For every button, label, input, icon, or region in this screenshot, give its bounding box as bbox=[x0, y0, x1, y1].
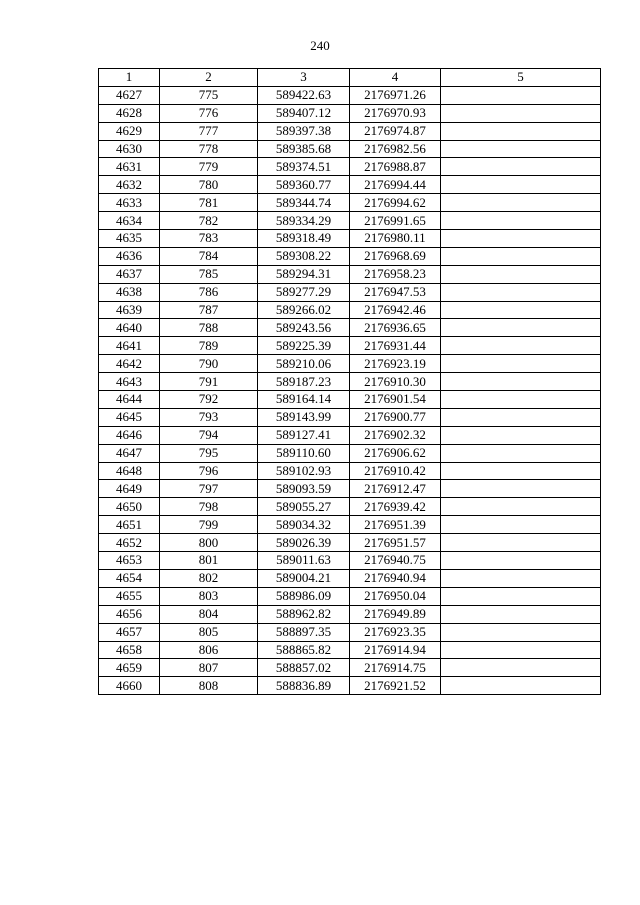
cell-coord-x: 589102.93 bbox=[258, 462, 350, 480]
cell-note bbox=[441, 534, 601, 552]
cell-coord-y: 2176902.32 bbox=[350, 426, 441, 444]
cell-note bbox=[441, 462, 601, 480]
table-row bbox=[99, 569, 601, 587]
cell-point-id: 4644 bbox=[99, 391, 160, 409]
cell-point-id: 4654 bbox=[99, 569, 160, 587]
cell-note bbox=[441, 194, 601, 212]
cell-coord-x: 588986.09 bbox=[258, 587, 350, 605]
cell-point-id: 4638 bbox=[99, 283, 160, 301]
cell-segment-no: 782 bbox=[160, 212, 258, 230]
cell-point-id: 4630 bbox=[99, 140, 160, 158]
cell-point-id: 4651 bbox=[99, 516, 160, 534]
cell-coord-x: 588962.82 bbox=[258, 605, 350, 623]
cell-point-id: 4645 bbox=[99, 408, 160, 426]
coordinates-table bbox=[98, 68, 601, 695]
cell-coord-x: 589127.41 bbox=[258, 426, 350, 444]
cell-note bbox=[441, 373, 601, 391]
table-row bbox=[99, 605, 601, 623]
table-row bbox=[99, 516, 601, 534]
page-number: 240 bbox=[310, 38, 330, 53]
cell-point-id: 4660 bbox=[99, 677, 160, 695]
table-row bbox=[99, 426, 601, 444]
cell-note bbox=[441, 319, 601, 337]
cell-coord-y: 2176994.62 bbox=[350, 194, 441, 212]
table-row bbox=[99, 247, 601, 265]
cell-coord-y: 2176970.93 bbox=[350, 104, 441, 122]
cell-coord-y: 2176991.65 bbox=[350, 212, 441, 230]
cell-coord-y: 2176942.46 bbox=[350, 301, 441, 319]
cell-point-id: 4641 bbox=[99, 337, 160, 355]
cell-coord-x: 588836.89 bbox=[258, 677, 350, 695]
cell-segment-no: 805 bbox=[160, 623, 258, 641]
cell-coord-x: 589164.14 bbox=[258, 391, 350, 409]
cell-point-id: 4649 bbox=[99, 480, 160, 498]
cell-point-id: 4659 bbox=[99, 659, 160, 677]
table-row bbox=[99, 373, 601, 391]
cell-coord-y: 2176914.75 bbox=[350, 659, 441, 677]
cell-point-id: 4628 bbox=[99, 104, 160, 122]
table-row bbox=[99, 176, 601, 194]
cell-segment-no: 780 bbox=[160, 176, 258, 194]
cell-segment-no: 788 bbox=[160, 319, 258, 337]
cell-coord-x: 589093.59 bbox=[258, 480, 350, 498]
table-row bbox=[99, 355, 601, 373]
cell-point-id: 4647 bbox=[99, 444, 160, 462]
cell-segment-no: 789 bbox=[160, 337, 258, 355]
cell-coord-y: 2176921.52 bbox=[350, 677, 441, 695]
table-row bbox=[99, 391, 601, 409]
cell-coord-y: 2176914.94 bbox=[350, 641, 441, 659]
cell-note bbox=[441, 104, 601, 122]
table-row bbox=[99, 587, 601, 605]
cell-coord-y: 2176900.77 bbox=[350, 408, 441, 426]
cell-point-id: 4634 bbox=[99, 212, 160, 230]
cell-coord-x: 589277.29 bbox=[258, 283, 350, 301]
cell-coord-y: 2176939.42 bbox=[350, 498, 441, 516]
header-col-2: 2 bbox=[160, 69, 258, 87]
cell-coord-x: 589422.63 bbox=[258, 86, 350, 104]
cell-note bbox=[441, 408, 601, 426]
table-row bbox=[99, 122, 601, 140]
cell-point-id: 4652 bbox=[99, 534, 160, 552]
cell-note bbox=[441, 587, 601, 605]
cell-coord-y: 2176968.69 bbox=[350, 247, 441, 265]
table-row bbox=[99, 659, 601, 677]
cell-segment-no: 781 bbox=[160, 194, 258, 212]
cell-note bbox=[441, 230, 601, 248]
table-row bbox=[99, 212, 601, 230]
cell-coord-y: 2176994.44 bbox=[350, 176, 441, 194]
cell-coord-x: 589308.22 bbox=[258, 247, 350, 265]
cell-note bbox=[441, 641, 601, 659]
cell-point-id: 4632 bbox=[99, 176, 160, 194]
cell-segment-no: 806 bbox=[160, 641, 258, 659]
header-col-5: 5 bbox=[441, 69, 601, 87]
cell-point-id: 4658 bbox=[99, 641, 160, 659]
cell-segment-no: 783 bbox=[160, 230, 258, 248]
table-row bbox=[99, 265, 601, 283]
cell-segment-no: 775 bbox=[160, 86, 258, 104]
table-row bbox=[99, 534, 601, 552]
cell-coord-y: 2176974.87 bbox=[350, 122, 441, 140]
cell-coord-y: 2176923.19 bbox=[350, 355, 441, 373]
cell-note bbox=[441, 623, 601, 641]
cell-coord-x: 589407.12 bbox=[258, 104, 350, 122]
header-col-3: 3 bbox=[258, 69, 350, 87]
table-row bbox=[99, 552, 601, 570]
cell-coord-x: 589026.39 bbox=[258, 534, 350, 552]
cell-segment-no: 779 bbox=[160, 158, 258, 176]
cell-segment-no: 803 bbox=[160, 587, 258, 605]
cell-point-id: 4655 bbox=[99, 587, 160, 605]
cell-point-id: 4627 bbox=[99, 86, 160, 104]
cell-segment-no: 778 bbox=[160, 140, 258, 158]
cell-segment-no: 808 bbox=[160, 677, 258, 695]
cell-coord-x: 589143.99 bbox=[258, 408, 350, 426]
table-row bbox=[99, 301, 601, 319]
cell-segment-no: 802 bbox=[160, 569, 258, 587]
cell-note bbox=[441, 498, 601, 516]
table-body bbox=[99, 86, 601, 694]
cell-note bbox=[441, 677, 601, 695]
table-row bbox=[99, 623, 601, 641]
cell-segment-no: 795 bbox=[160, 444, 258, 462]
cell-segment-no: 793 bbox=[160, 408, 258, 426]
cell-note bbox=[441, 426, 601, 444]
cell-coord-y: 2176901.54 bbox=[350, 391, 441, 409]
cell-point-id: 4646 bbox=[99, 426, 160, 444]
table-row bbox=[99, 462, 601, 480]
cell-coord-x: 589011.63 bbox=[258, 552, 350, 570]
cell-note bbox=[441, 176, 601, 194]
cell-point-id: 4653 bbox=[99, 552, 160, 570]
cell-segment-no: 804 bbox=[160, 605, 258, 623]
cell-segment-no: 800 bbox=[160, 534, 258, 552]
cell-coord-x: 589210.06 bbox=[258, 355, 350, 373]
cell-segment-no: 786 bbox=[160, 283, 258, 301]
cell-coord-x: 589225.39 bbox=[258, 337, 350, 355]
table-row bbox=[99, 283, 601, 301]
header-row bbox=[99, 69, 601, 87]
cell-note bbox=[441, 444, 601, 462]
cell-note bbox=[441, 212, 601, 230]
cell-note bbox=[441, 391, 601, 409]
cell-coord-x: 589243.56 bbox=[258, 319, 350, 337]
cell-segment-no: 787 bbox=[160, 301, 258, 319]
table-row bbox=[99, 498, 601, 516]
cell-coord-y: 2176971.26 bbox=[350, 86, 441, 104]
cell-coord-y: 2176906.62 bbox=[350, 444, 441, 462]
cell-point-id: 4656 bbox=[99, 605, 160, 623]
cell-coord-x: 589055.27 bbox=[258, 498, 350, 516]
cell-note bbox=[441, 283, 601, 301]
cell-note bbox=[441, 337, 601, 355]
cell-coord-y: 2176947.53 bbox=[350, 283, 441, 301]
cell-note bbox=[441, 659, 601, 677]
cell-coord-x: 589374.51 bbox=[258, 158, 350, 176]
cell-segment-no: 801 bbox=[160, 552, 258, 570]
cell-coord-x: 589334.29 bbox=[258, 212, 350, 230]
header-col-4: 4 bbox=[350, 69, 441, 87]
table-row bbox=[99, 140, 601, 158]
cell-point-id: 4633 bbox=[99, 194, 160, 212]
cell-note bbox=[441, 355, 601, 373]
table-row bbox=[99, 194, 601, 212]
cell-point-id: 4635 bbox=[99, 230, 160, 248]
cell-coord-y: 2176936.65 bbox=[350, 319, 441, 337]
cell-coord-y: 2176950.04 bbox=[350, 587, 441, 605]
cell-note bbox=[441, 140, 601, 158]
cell-coord-y: 2176982.56 bbox=[350, 140, 441, 158]
cell-coord-x: 589318.49 bbox=[258, 230, 350, 248]
cell-coord-y: 2176923.35 bbox=[350, 623, 441, 641]
cell-point-id: 4637 bbox=[99, 265, 160, 283]
cell-coord-y: 2176912.47 bbox=[350, 480, 441, 498]
cell-coord-y: 2176951.57 bbox=[350, 534, 441, 552]
cell-coord-x: 589360.77 bbox=[258, 176, 350, 194]
cell-segment-no: 777 bbox=[160, 122, 258, 140]
cell-note bbox=[441, 265, 601, 283]
cell-segment-no: 798 bbox=[160, 498, 258, 516]
table-row bbox=[99, 641, 601, 659]
cell-coord-y: 2176958.23 bbox=[350, 265, 441, 283]
cell-coord-x: 589344.74 bbox=[258, 194, 350, 212]
cell-point-id: 4642 bbox=[99, 355, 160, 373]
cell-coord-x: 589385.68 bbox=[258, 140, 350, 158]
cell-coord-y: 2176940.94 bbox=[350, 569, 441, 587]
cell-coord-x: 589397.38 bbox=[258, 122, 350, 140]
cell-point-id: 4636 bbox=[99, 247, 160, 265]
cell-coord-x: 589294.31 bbox=[258, 265, 350, 283]
cell-segment-no: 784 bbox=[160, 247, 258, 265]
table-row bbox=[99, 408, 601, 426]
cell-point-id: 4639 bbox=[99, 301, 160, 319]
cell-segment-no: 792 bbox=[160, 391, 258, 409]
cell-point-id: 4648 bbox=[99, 462, 160, 480]
cell-coord-x: 589187.23 bbox=[258, 373, 350, 391]
cell-segment-no: 776 bbox=[160, 104, 258, 122]
table-row bbox=[99, 337, 601, 355]
cell-point-id: 4643 bbox=[99, 373, 160, 391]
table-row bbox=[99, 480, 601, 498]
cell-coord-x: 589266.02 bbox=[258, 301, 350, 319]
cell-point-id: 4650 bbox=[99, 498, 160, 516]
cell-point-id: 4631 bbox=[99, 158, 160, 176]
cell-segment-no: 807 bbox=[160, 659, 258, 677]
cell-coord-x: 588865.82 bbox=[258, 641, 350, 659]
cell-coord-x: 588897.35 bbox=[258, 623, 350, 641]
cell-segment-no: 796 bbox=[160, 462, 258, 480]
cell-point-id: 4657 bbox=[99, 623, 160, 641]
cell-note bbox=[441, 86, 601, 104]
cell-note bbox=[441, 552, 601, 570]
table-header bbox=[99, 69, 601, 87]
cell-note bbox=[441, 247, 601, 265]
cell-note bbox=[441, 301, 601, 319]
cell-segment-no: 790 bbox=[160, 355, 258, 373]
cell-segment-no: 797 bbox=[160, 480, 258, 498]
table-row bbox=[99, 104, 601, 122]
cell-segment-no: 794 bbox=[160, 426, 258, 444]
table-row bbox=[99, 319, 601, 337]
cell-coord-y: 2176940.75 bbox=[350, 552, 441, 570]
cell-note bbox=[441, 158, 601, 176]
table-row bbox=[99, 677, 601, 695]
cell-coord-y: 2176951.39 bbox=[350, 516, 441, 534]
cell-coord-y: 2176949.89 bbox=[350, 605, 441, 623]
cell-coord-x: 589034.32 bbox=[258, 516, 350, 534]
cell-point-id: 4640 bbox=[99, 319, 160, 337]
cell-segment-no: 785 bbox=[160, 265, 258, 283]
cell-note bbox=[441, 122, 601, 140]
cell-point-id: 4629 bbox=[99, 122, 160, 140]
cell-coord-x: 589004.21 bbox=[258, 569, 350, 587]
cell-coord-y: 2176980.11 bbox=[350, 230, 441, 248]
cell-coord-y: 2176931.44 bbox=[350, 337, 441, 355]
cell-coord-y: 2176910.42 bbox=[350, 462, 441, 480]
table-row bbox=[99, 158, 601, 176]
cell-coord-y: 2176988.87 bbox=[350, 158, 441, 176]
cell-coord-y: 2176910.30 bbox=[350, 373, 441, 391]
cell-coord-x: 589110.60 bbox=[258, 444, 350, 462]
table-row bbox=[99, 230, 601, 248]
cell-coord-x: 588857.02 bbox=[258, 659, 350, 677]
cell-segment-no: 799 bbox=[160, 516, 258, 534]
cell-note bbox=[441, 516, 601, 534]
table-row bbox=[99, 86, 601, 104]
cell-note bbox=[441, 569, 601, 587]
table-row bbox=[99, 444, 601, 462]
cell-note bbox=[441, 480, 601, 498]
cell-segment-no: 791 bbox=[160, 373, 258, 391]
header-col-1: 1 bbox=[99, 69, 160, 87]
cell-note bbox=[441, 605, 601, 623]
